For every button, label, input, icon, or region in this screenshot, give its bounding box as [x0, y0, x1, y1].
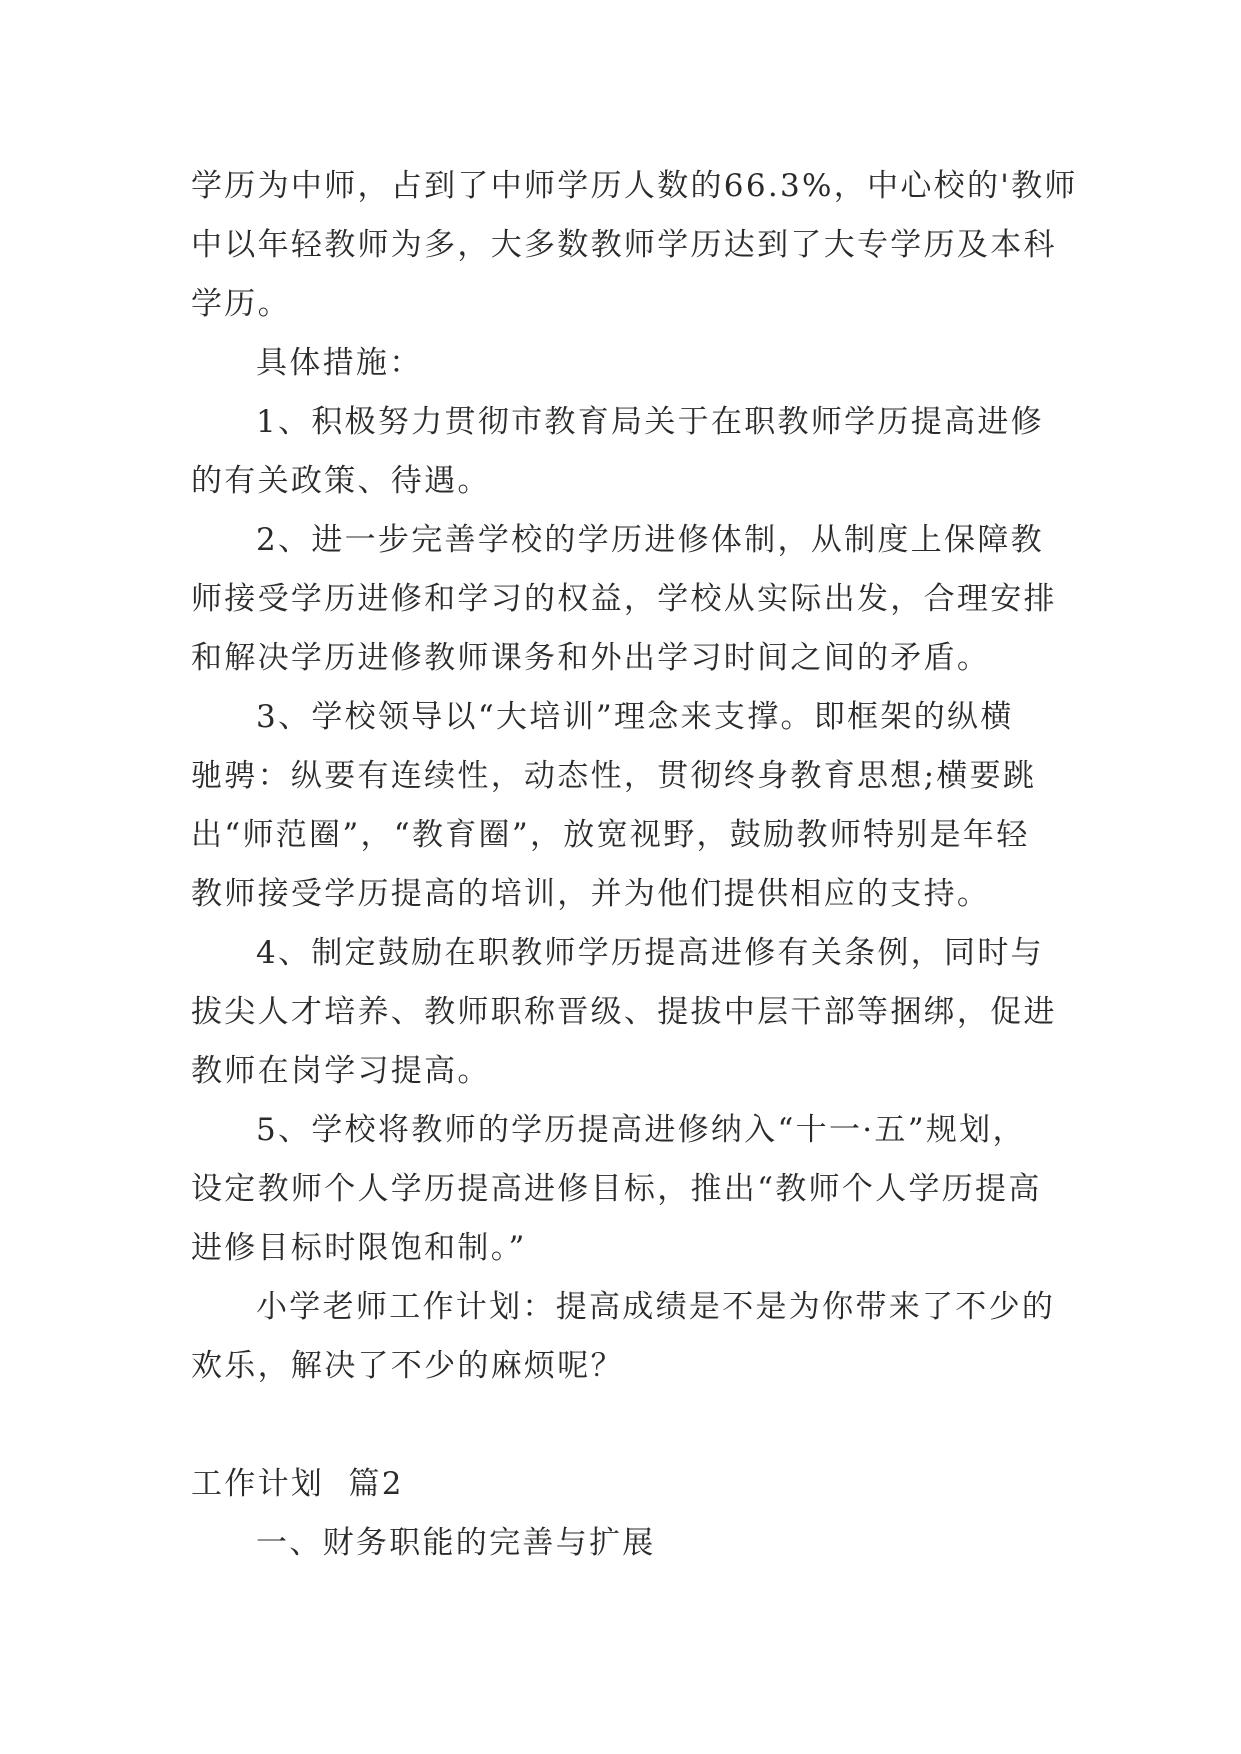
measure-item-5	[191, 1101, 1051, 1278]
text-line: 的有关政策、待遇。	[191, 463, 491, 499]
measures-title: 具体措施：	[256, 345, 423, 381]
text-line: 2、进一步完善学校的学历进修体制，从制度上保障教	[256, 522, 1044, 558]
section-spacer	[191, 1396, 1051, 1455]
measure-item-4	[191, 924, 1057, 1101]
section-title: 工作计划 篇2	[191, 1466, 404, 1502]
text-line: 驰骋：纵要有连续性，动态性，贯彻终身教育思想;横要跳	[191, 758, 1037, 794]
text-line: 教师在岗学习提高。	[191, 1053, 491, 1089]
text-line: 欢乐，解决了不少的麻烦呢？	[191, 1348, 624, 1384]
text-line: 3、学校领导以“大培训”理念来支撑。即框架的纵横	[256, 699, 1014, 735]
paragraph-education-stats	[191, 157, 1078, 334]
text-line: 教师接受学历提高的培训，并为他们提供相应的支持。	[191, 876, 991, 912]
text-line: 设定教师个人学历提高进修目标，推出“教师个人学历提高	[191, 1171, 1042, 1207]
text-line: 进修目标时限饱和制。”	[191, 1230, 527, 1266]
text-line: 和解决学历进修教师课务和外出学习时间之间的矛盾。	[191, 640, 991, 676]
text-line: 拔尖人才培养、教师职称晋级、提拔中层干部等捆绑，促进	[191, 994, 1057, 1030]
text-line: 出“师范圈”，“教育圈”，放宽视野，鼓励教师特别是年轻	[191, 817, 1030, 853]
text-line: 学历为中师，占到了中师学历人数的66.3%，中心校的'教师	[191, 168, 1078, 204]
text-line: 4、制定鼓励在职教师学历提高进修有关条例，同时与	[256, 935, 1044, 971]
text-line: 小学老师工作计划：提高成绩是不是为你带来了不少的	[256, 1289, 1056, 1325]
text-line: 5、学校将教师的学历提高进修纳入“十一·五”规划，	[256, 1112, 1026, 1148]
section-subheading: 一、财务职能的完善与扩展	[256, 1525, 656, 1561]
measure-item-1	[191, 393, 1051, 511]
text-line: 中以年轻教师为多，大多数教师学历达到了大专学历及本科	[191, 227, 1057, 263]
measure-item-3	[191, 688, 1051, 924]
closing-paragraph	[191, 1278, 1056, 1396]
measure-item-2	[191, 511, 1057, 688]
text-line: 1、积极努力贯彻市教育局关于在职教师学历提高进修	[256, 404, 1044, 440]
document-body	[191, 157, 1078, 1573]
text-line: 学历。	[191, 286, 291, 322]
text-line: 师接受学历进修和学习的权益，学校从实际出发，合理安排	[191, 581, 1057, 617]
